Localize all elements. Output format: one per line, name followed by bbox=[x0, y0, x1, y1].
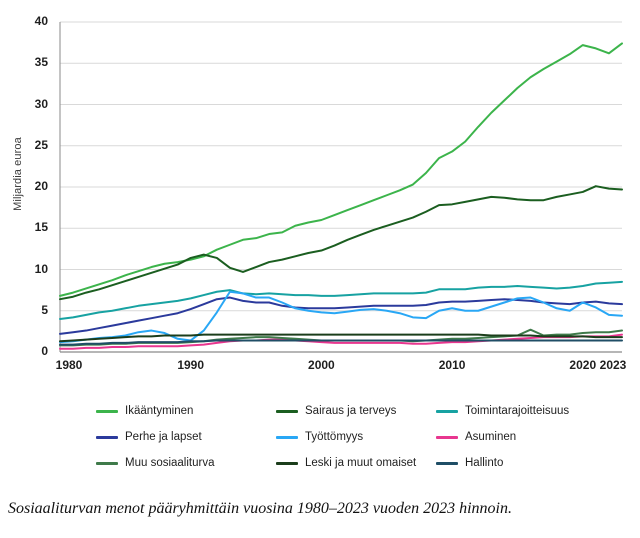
y-tick-label: 20 bbox=[34, 179, 48, 193]
x-tick-label: 2000 bbox=[308, 358, 335, 372]
legend-item[interactable] bbox=[436, 431, 606, 443]
y-axis-title: Miljardia euroa bbox=[12, 137, 24, 211]
x-tick-label: 1980 bbox=[55, 358, 83, 372]
legend-item[interactable] bbox=[276, 431, 436, 443]
legend-item[interactable] bbox=[96, 457, 276, 469]
legend-label: Sairaus ja terveys bbox=[305, 405, 397, 417]
legend-item[interactable] bbox=[276, 457, 436, 469]
figure-caption: Sosiaaliturvan menot pääryhmittäin vuosina 1980–2023 vuoden 2023 hinnoin. bbox=[8, 500, 512, 517]
legend-swatch-icon bbox=[436, 436, 458, 439]
chart-legend bbox=[96, 398, 616, 476]
legend-swatch-icon bbox=[436, 462, 458, 465]
y-tick-label: 25 bbox=[34, 137, 48, 152]
y-tick-label: 30 bbox=[34, 96, 48, 111]
legend-label: Työttömyys bbox=[305, 431, 364, 443]
legend-label: Toimintarajoitteisuus bbox=[465, 405, 570, 417]
legend-label: Leski ja muut omaiset bbox=[305, 457, 417, 469]
legend-label: Muu sosiaaliturva bbox=[125, 457, 215, 469]
x-tick-label: 1990 bbox=[177, 358, 205, 372]
legend-item[interactable] bbox=[96, 405, 276, 417]
y-tick-label: 15 bbox=[34, 220, 48, 235]
x-tick-label: 2010 bbox=[438, 358, 466, 372]
y-tick-label: 10 bbox=[34, 261, 48, 276]
series-line-1 bbox=[60, 186, 622, 299]
x-tick-label: 2023 bbox=[599, 358, 627, 372]
legend-label: Ikääntyminen bbox=[125, 405, 194, 417]
y-tick-label: 35 bbox=[34, 55, 48, 70]
legend-label: Asuminen bbox=[465, 431, 517, 443]
legend-swatch-icon bbox=[96, 436, 118, 439]
legend-swatch-icon bbox=[96, 462, 118, 465]
legend-swatch-icon bbox=[276, 436, 298, 439]
y-tick-label: 40 bbox=[34, 14, 48, 28]
legend-swatch-icon bbox=[96, 410, 118, 413]
legend-swatch-icon bbox=[436, 410, 458, 413]
legend-item[interactable] bbox=[276, 405, 436, 417]
legend-swatch-icon bbox=[276, 462, 298, 465]
series-line-3 bbox=[60, 298, 622, 334]
series-line-0 bbox=[60, 43, 622, 295]
x-tick-label: 2020 bbox=[569, 358, 597, 372]
legend-item[interactable] bbox=[96, 431, 276, 443]
y-tick-label: 0 bbox=[41, 344, 48, 358]
legend-item[interactable] bbox=[436, 457, 606, 469]
y-tick-label: 5 bbox=[41, 302, 48, 317]
legend-swatch-icon bbox=[276, 410, 298, 413]
legend-item[interactable] bbox=[436, 405, 606, 417]
legend-label: Hallinto bbox=[465, 457, 504, 469]
legend-label: Perhe ja lapset bbox=[125, 431, 202, 443]
